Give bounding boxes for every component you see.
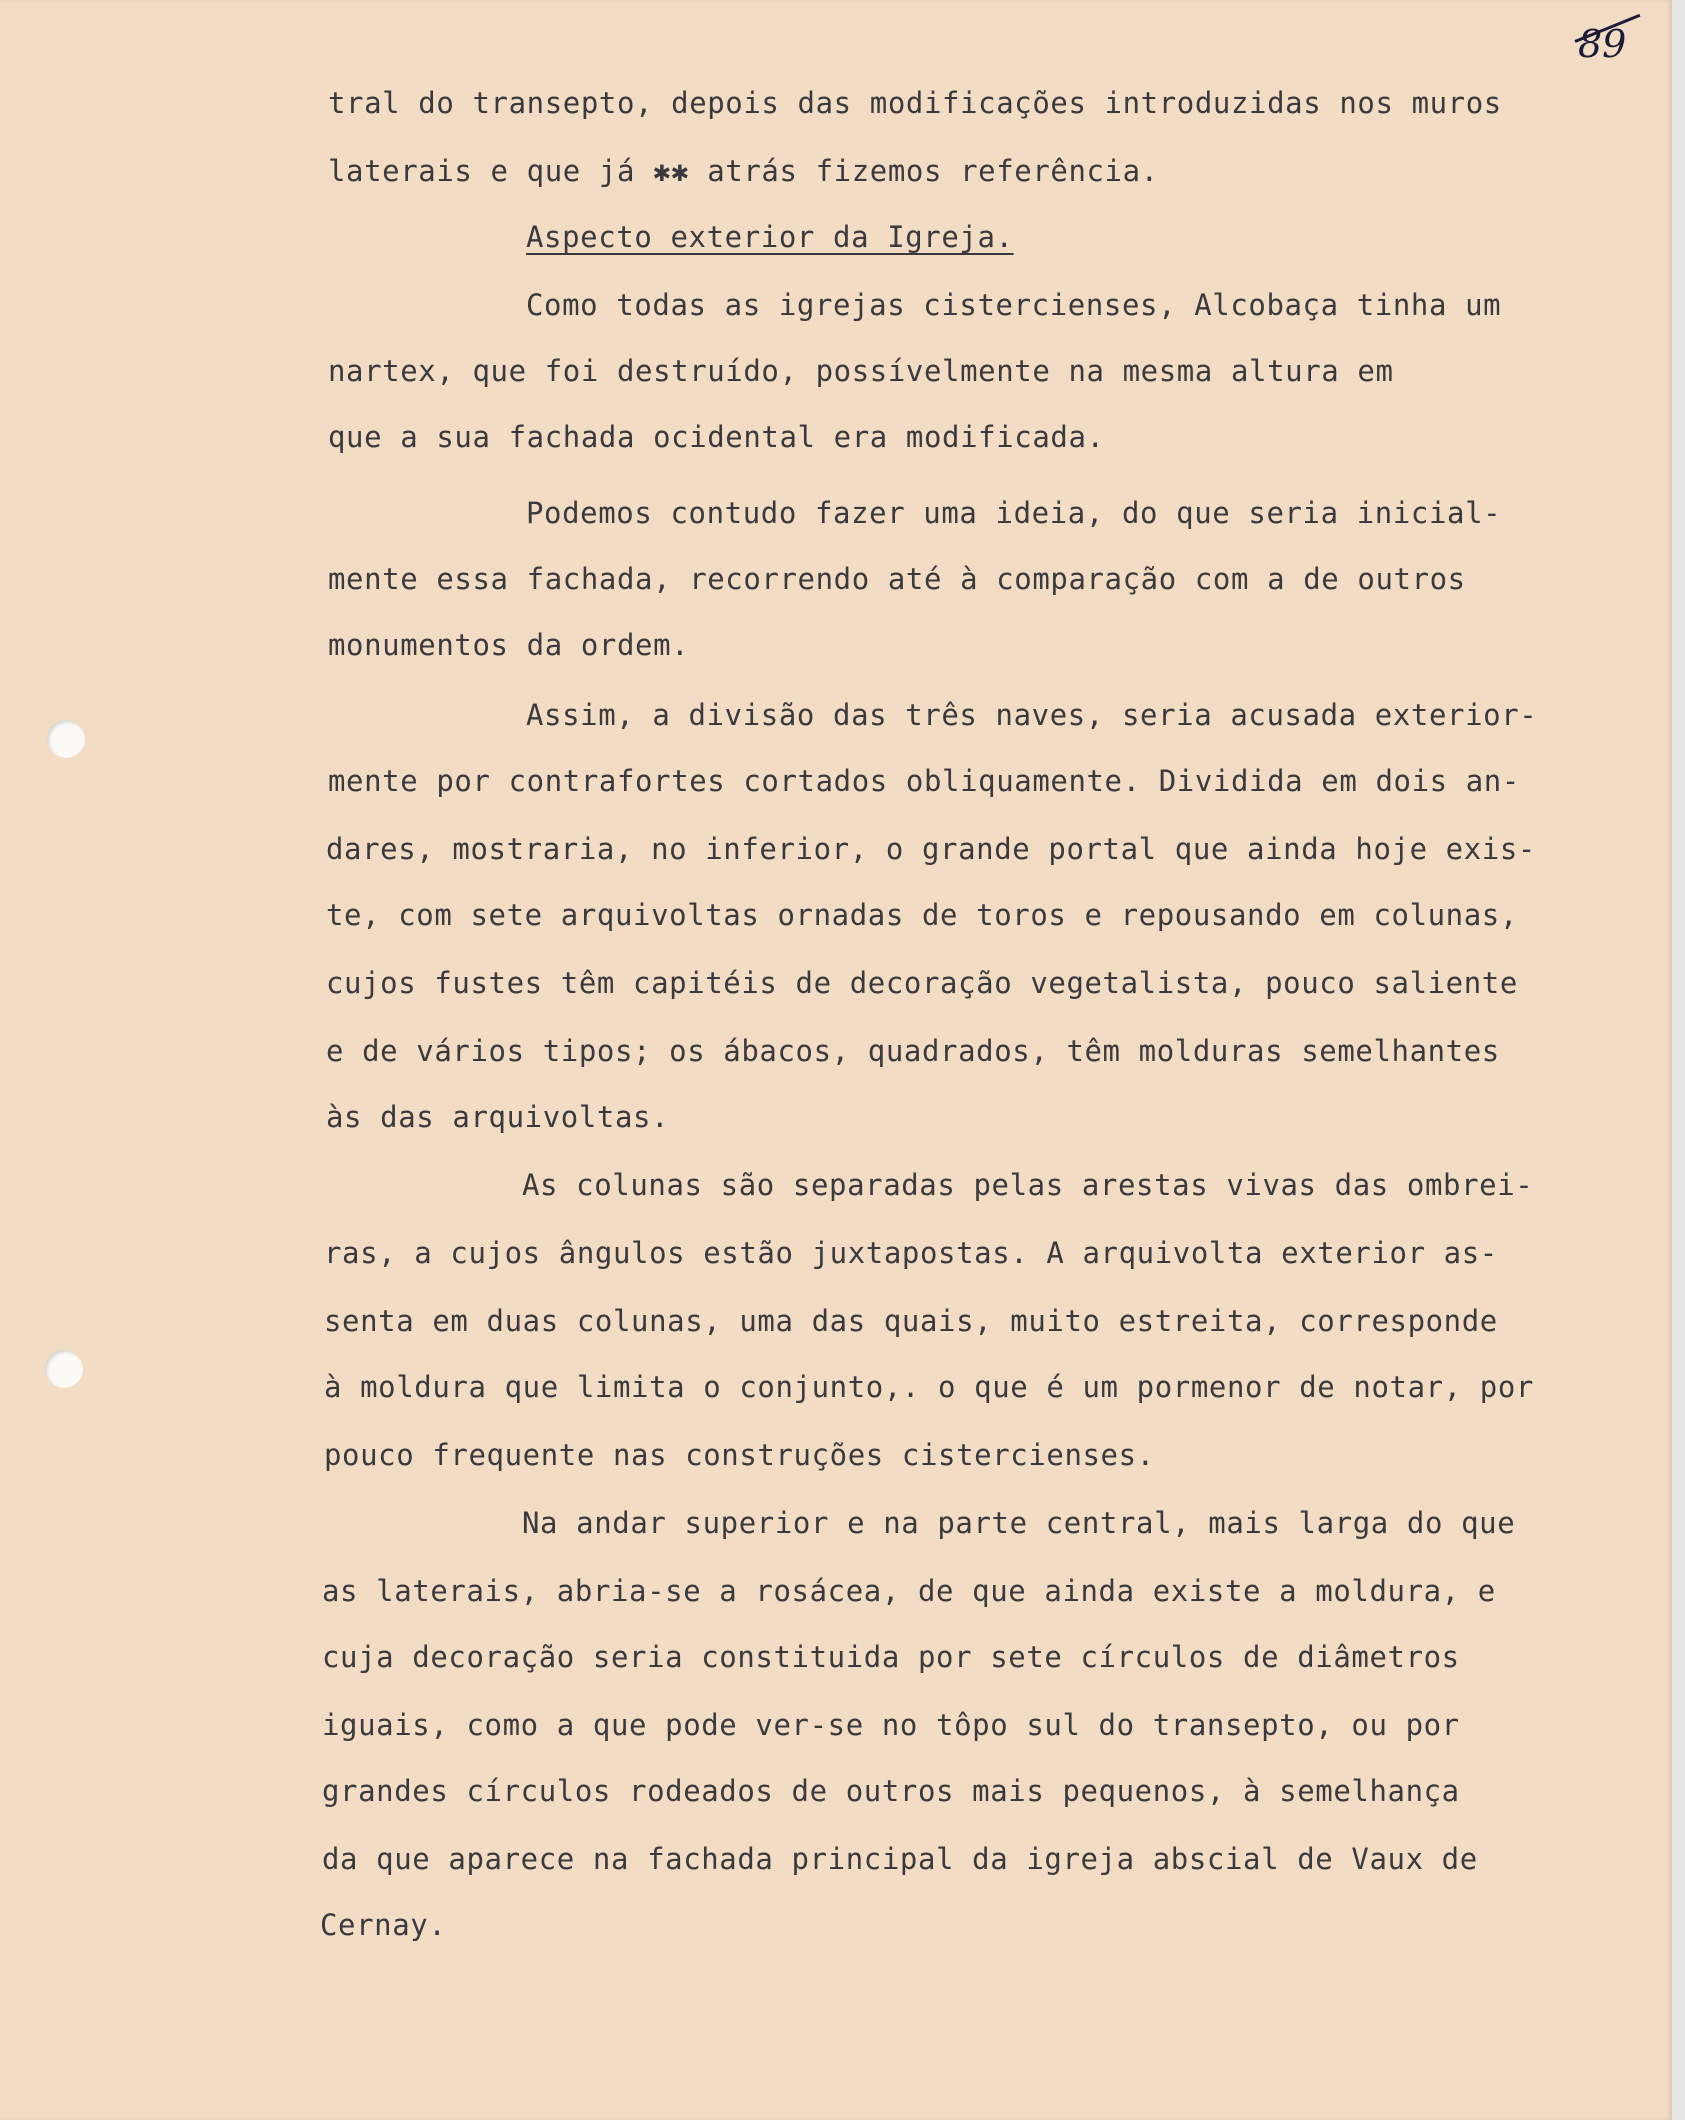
text-line: e de vários tipos; os ábacos, quadrados, têm molduras semelhantes <box>326 1034 1500 1068</box>
text-line: cujos fustes têm capitéis de decoração vegetalista, pouco saliente <box>326 966 1518 1000</box>
text-line: as laterais, abria-se a rosácea, de que ainda existe a moldura, e <box>322 1574 1496 1608</box>
text-line: dares, mostraria, no inferior, o grande portal que ainda hoje exis- <box>326 832 1536 866</box>
text-line: às das arquivoltas. <box>326 1100 670 1134</box>
text-line: Na andar superior e na parte central, mais larga do que <box>522 1506 1516 1540</box>
text-line: nartex, que foi destruído, possívelmente na mesma altura em <box>328 354 1394 388</box>
text-line: te, com sete arquivoltas ornadas de toros e repousando em colunas, <box>326 898 1518 932</box>
text-line: grandes círculos rodeados de outros mais pequenos, à semelhança <box>322 1774 1460 1808</box>
scan-margin <box>1672 0 1685 2120</box>
text-line: mente por contrafortes cortados obliquamente. Dividida em dois an- <box>328 764 1520 798</box>
text-line: tral do transepto, depois das modificações introduzidas nos muros <box>328 86 1502 120</box>
text-line: mente essa fachada, recorrendo até à comparação com a de outros <box>328 562 1466 596</box>
text-line: monumentos da ordem. <box>328 628 690 662</box>
page-number: 89 <box>1578 22 1627 66</box>
text-line: Podemos contudo fazer uma ideia, do que seria inicial- <box>526 496 1502 530</box>
punch-hole <box>47 720 85 758</box>
text-line: que a sua fachada ocidental era modificada. <box>328 420 1105 454</box>
text-line: senta em duas colunas, uma das quais, muito estreita, corresponde <box>324 1304 1498 1338</box>
text-line: cuja decoração seria constituida por sete círculos de diâmetros <box>322 1640 1460 1674</box>
text-line: As colunas são separadas pelas arestas vivas das ombrei- <box>522 1168 1534 1202</box>
text-line: à moldura que limita o conjunto,. o que é um pormenor de notar, por <box>324 1370 1534 1404</box>
text-line: ras, a cujos ângulos estão juxtapostas. A arquivolta exterior as- <box>324 1236 1498 1270</box>
section-heading: Aspecto exterior da Igreja. <box>526 220 1014 254</box>
text-line: Como todas as igrejas cistercienses, Alcobaça tinha um <box>526 288 1502 322</box>
punch-hole <box>45 1350 83 1388</box>
text-line: Assim, a divisão das três naves, seria acusada exterior- <box>526 698 1538 732</box>
text-line: da que aparece na fachada principal da igreja abscial de Vaux de <box>322 1842 1478 1876</box>
text-line: laterais e que já ✱✱ atrás fizemos referência. <box>328 154 1159 188</box>
text-line: pouco frequente nas construções cistercienses. <box>324 1438 1155 1472</box>
text-line: iguais, como a que pode ver-se no tôpo sul do transepto, ou por <box>322 1708 1460 1742</box>
text-line: Cernay. <box>320 1908 447 1942</box>
